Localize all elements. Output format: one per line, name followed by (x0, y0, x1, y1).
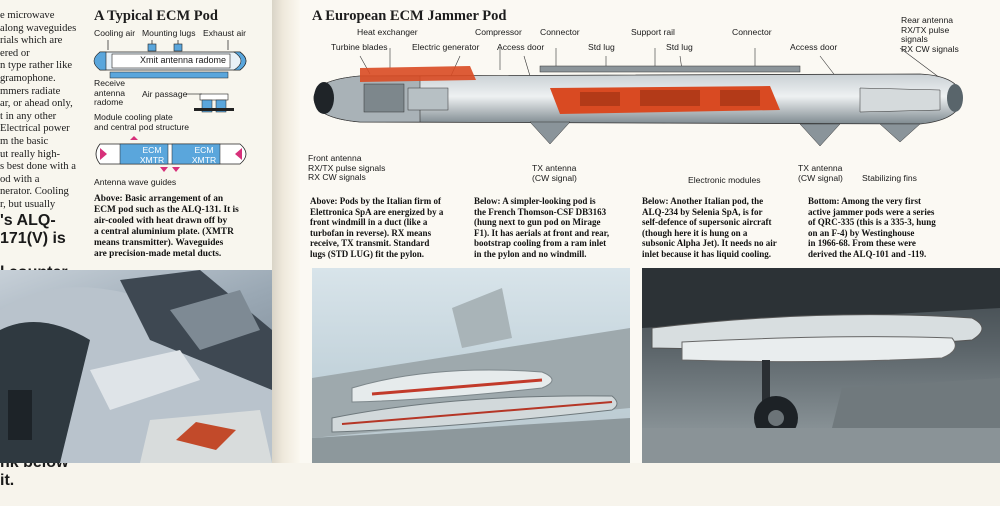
label-line: XMTR (191, 154, 217, 165)
left-body-text (0, 10, 86, 212)
text-line: od with a (0, 173, 40, 185)
tx-antenna-2-label (798, 164, 843, 183)
text-line: ered or (0, 47, 30, 59)
text-line: rials which are (0, 35, 63, 47)
caption-line: a central aluminium plate. (XMTR (94, 227, 234, 237)
front-antenna-label (308, 154, 385, 183)
caption-selenia (642, 196, 777, 260)
std-lug-2-label: Std lug (666, 42, 693, 52)
exhaust-air-label: Exhaust air (203, 28, 246, 38)
pink-arrow-icon (172, 167, 180, 172)
tx-antenna-1 (530, 122, 570, 144)
caption-line: receive, TX transmit. Standard (310, 238, 430, 249)
label-line: radome (94, 97, 124, 108)
caption-line: Above: Pods by the Italian firm of (310, 196, 441, 206)
module-plate-label (94, 113, 189, 132)
caption-line: inlet because it has liquid cooling. (642, 248, 772, 259)
air-passage-label: Air passage (142, 89, 188, 99)
label-line: RX/TX pulse (901, 24, 950, 35)
caption-line: turbofan in reverse). RX means (310, 227, 432, 238)
caption-line: active jammer pods were a series (808, 206, 935, 217)
label-line: Front antenna (308, 153, 362, 163)
label-line: antenna (94, 87, 126, 98)
caption-line: in the pylon and no windmill. (474, 248, 587, 259)
caption-line: lugs (STD LUG) fit the pylon. (310, 248, 425, 259)
heat-exchanger (360, 66, 476, 82)
caption-line: on an F-4) by Westinghouse (808, 227, 915, 238)
mirage-pod-photo-art (312, 268, 630, 463)
xmit-radome-label: Xmit antenna radome (140, 55, 227, 65)
caption-line: (hung next to gun pod on Mirage (474, 217, 601, 228)
cooling-channel (110, 72, 228, 78)
text-line: ar, or ahead only, (0, 98, 73, 110)
text-line: n type rather like (0, 60, 73, 72)
std-lug-1-label: Std lug (588, 42, 615, 52)
electric-generator-label: Electric generator (412, 42, 480, 52)
text-line: Electrical power (0, 123, 70, 135)
text-line: t in any other (0, 110, 57, 122)
label-line: RX/TX pulse signals (308, 162, 386, 173)
label-line: Receive (94, 78, 126, 88)
stabilizing-fins-label: Stabilizing fins (862, 173, 917, 183)
text-line: 's ALQ-171(V) is (0, 212, 66, 247)
caption-line: derived the ALQ-101 and -119. (808, 248, 927, 259)
caption-line: of QRC-335 (this is a 335-3, hung (808, 217, 936, 228)
left-page (0, 0, 272, 489)
caption-line: in 1966-68. From these were (808, 238, 916, 249)
receive-radome-label (94, 79, 125, 108)
electric-generator (408, 88, 448, 110)
caption-line: ECM pod such as the ALQ-131. It is (94, 205, 239, 215)
book-gutter (272, 0, 300, 463)
text-line: r, but usually (0, 198, 56, 210)
caption-line: (though here it is hung on a (642, 227, 748, 238)
caption-line: self-defence of supersonic aircraft (642, 217, 772, 228)
caption-line: Below: A simpler-looking pod is (474, 196, 596, 206)
compressor-label: Compressor (475, 27, 522, 37)
cooling-air-label: Cooling air (94, 28, 136, 38)
module-block (580, 92, 620, 106)
antenna-wave-guides-label: Antenna wave guides (94, 177, 177, 187)
cockpit-photo (0, 270, 272, 463)
caption-line: air-cooled with heat drawn off by (94, 216, 228, 226)
caption-line: Above: Basic arrangement of an (94, 194, 224, 204)
label-line: signals (901, 34, 928, 45)
caption-elettronica (310, 196, 443, 260)
caption-line: means transmitter). Waveguides (94, 238, 224, 248)
label-line: TX antenna (798, 163, 843, 173)
support-rail-label: Support rail (631, 27, 675, 37)
heat-exchanger-label: Heat exchanger (357, 27, 418, 37)
module-block (640, 90, 700, 106)
text-line: mmers radiate (0, 85, 61, 97)
pink-arrow-icon (130, 136, 138, 140)
caption-line: ALQ-234 by Selenia SpA, is for (642, 206, 763, 217)
mounting-lugs-label: Mounting lugs (142, 28, 196, 38)
stabilizing-fin (880, 124, 920, 142)
caption-line: Elettronica SpA are energized by a (310, 206, 444, 217)
label-line: RX CW signals (901, 43, 959, 54)
caption-line: are precision-made metal ducts. (94, 249, 222, 259)
label-line: Rear antenna (901, 15, 954, 25)
caption-westinghouse (808, 196, 936, 260)
caption-line: F1). It has aerials at front and rear, (474, 227, 610, 238)
pink-arrow-icon (160, 167, 168, 172)
mounting-lug (148, 44, 156, 51)
tx-antenna-2 (800, 124, 840, 146)
typical-pod-caption (94, 194, 239, 260)
label-line: and central pod structure (94, 121, 190, 132)
mirage-pod-photo (312, 268, 630, 463)
ecm-xmtr-1-label (134, 146, 170, 165)
label-line: (CW signal) (798, 172, 843, 183)
front-intake (314, 82, 334, 114)
cooling-plate (194, 108, 234, 111)
text-line: e microwave (0, 10, 55, 21)
caption-line: subsonic Alpha Jet). It needs no air (642, 238, 777, 249)
caption-line: the French Thomson-CSF DB3163 (474, 206, 607, 217)
text-line: m the basic (0, 135, 49, 147)
text-line: along waveguides (0, 22, 77, 34)
alpha-jet-pod-photo-art (642, 268, 1000, 463)
connector-2-label: Connector (732, 27, 772, 37)
cockpit-photo-art (0, 270, 272, 463)
electronic-modules-label: Electronic modules (688, 175, 761, 185)
right-page (300, 0, 1000, 463)
text-line: s best done with a (0, 161, 76, 173)
mounting-lug (174, 44, 182, 51)
text-line: nerator. Cooling (0, 186, 69, 198)
caption-line: bootstrap cooling from a ram inlet (474, 238, 607, 249)
air-passage-plate (200, 94, 228, 100)
text-line: gramophone. (0, 72, 56, 84)
label-line: RX CW signals (308, 172, 366, 183)
jammer-pod-diagram (300, 48, 1000, 154)
turbine-blades-label: Turbine blades (331, 42, 388, 52)
alpha-jet-pod-photo (642, 268, 1000, 463)
label-line: ECM (194, 145, 214, 155)
receive-radome (94, 52, 106, 70)
module-block (720, 90, 760, 106)
tx-antenna-1-label (532, 164, 577, 183)
caption-thomson (474, 196, 609, 260)
text-line: ut really high- (0, 148, 61, 160)
turbine (364, 84, 404, 112)
ecm-xmtr-2-label (186, 146, 222, 165)
label-line: XMTR (139, 154, 165, 165)
caption-line: Below: Another Italian pod, the (642, 196, 764, 206)
caption-line: front windmill in a duct (like a (310, 217, 428, 228)
label-line: (CW signal) (532, 172, 577, 183)
access-door-2-label: Access door (790, 42, 838, 52)
access-door-1-label: Access door (497, 42, 545, 52)
caption-line: Bottom: Among the very first (808, 196, 921, 206)
rear-antenna (947, 84, 963, 112)
typical-pod-heading: A Typical ECM Pod (94, 8, 218, 24)
connector-1-label: Connector (540, 27, 580, 37)
label-line: Module cooling plate (94, 112, 173, 122)
european-pod-heading: A European ECM Jammer Pod (312, 8, 507, 24)
label-line: ECM (142, 145, 162, 155)
label-line: TX antenna (532, 163, 577, 173)
text-line: it. (0, 472, 15, 489)
lower-pod-body (96, 144, 246, 164)
